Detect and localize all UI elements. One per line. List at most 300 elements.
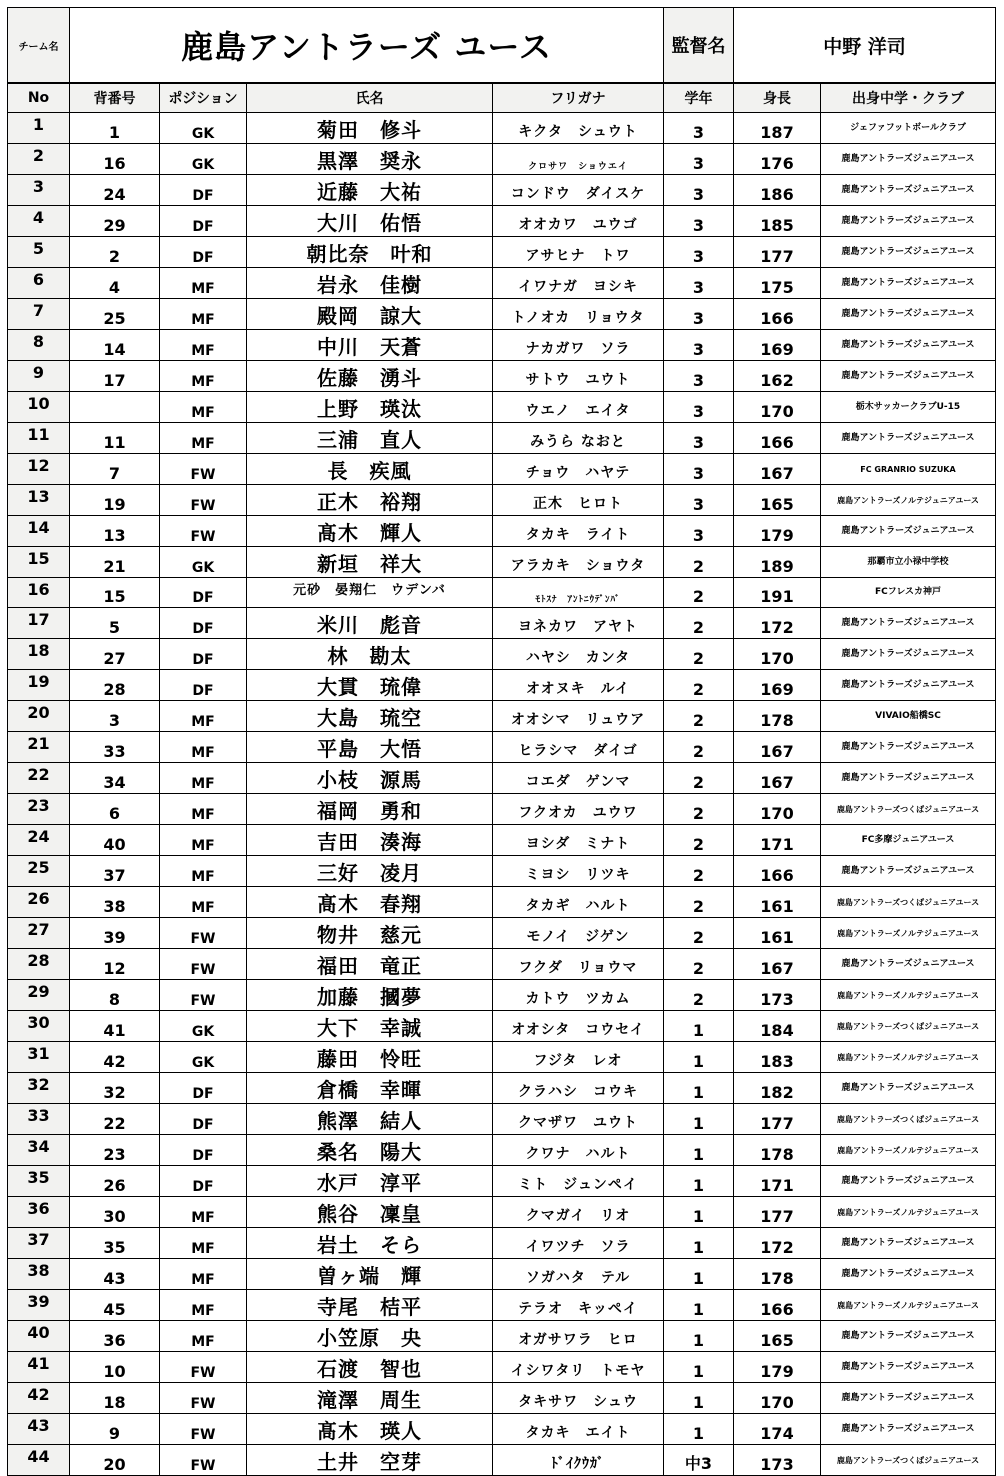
player-row [8,1290,996,1321]
row-number: 13 [8,485,70,516]
position: MF [160,856,247,887]
roster-table [7,83,996,1476]
player-kana: テラオ キッペイ [493,1290,664,1321]
position: MF [160,887,247,918]
player-row [8,268,996,299]
former-club: 鹿島アントラーズジュニアユース [821,1321,996,1352]
player-row [8,980,996,1011]
position: MF [160,701,247,732]
grade: 3 [664,330,734,361]
player-kana: クマザワ ユウト [493,1104,664,1135]
position: MF [160,299,247,330]
former-club: 鹿島アントラーズジュニアユース [821,1228,996,1259]
row-number: 44 [8,1445,70,1476]
former-club: 鹿島アントラーズジュニアユース [821,608,996,639]
player-row [8,670,996,701]
player-kana: チョウ ハヤテ [493,454,664,485]
player-name: 大島 琉空 [247,701,493,732]
player-row [8,1259,996,1290]
player-row [8,856,996,887]
former-club: 鹿島アントラーズジュニアユース [821,144,996,175]
position: GK [160,1042,247,1073]
player-kana: フジタ レオ [493,1042,664,1073]
player-kana: イシワタリ トモヤ [493,1352,664,1383]
grade: 2 [664,918,734,949]
player-name: 水戸 淳平 [247,1166,493,1197]
height: 166 [734,423,821,454]
jersey-number: 12 [70,949,160,980]
jersey-number: 13 [70,516,160,547]
row-number: 37 [8,1228,70,1259]
player-row [8,206,996,237]
position: GK [160,1011,247,1042]
height: 176 [734,144,821,175]
player-name: 加藤 摑夢 [247,980,493,1011]
former-club: 鹿島アントラーズノルテジュニアユース [821,1135,996,1166]
row-number: 33 [8,1104,70,1135]
height: 169 [734,670,821,701]
position: MF [160,794,247,825]
player-kana: ソガハタ テル [493,1259,664,1290]
height: 165 [734,485,821,516]
player-name: 藤田 怜旺 [247,1042,493,1073]
player-row [8,1383,996,1414]
grade: 3 [664,206,734,237]
jersey-number: 40 [70,825,160,856]
jersey-number: 36 [70,1321,160,1352]
player-row [8,237,996,268]
former-club: 鹿島アントラーズジュニアユース [821,268,996,299]
row-number: 30 [8,1011,70,1042]
row-number: 29 [8,980,70,1011]
position: FW [160,485,247,516]
height: 184 [734,1011,821,1042]
former-club: 鹿島アントラーズジュニアユース [821,1073,996,1104]
position: DF [160,608,247,639]
former-club: FC GRANRIO SUZUKA [821,454,996,485]
jersey-number: 18 [70,1383,160,1414]
player-row [8,330,996,361]
height: 162 [734,361,821,392]
position: MF [160,268,247,299]
jersey-number: 28 [70,670,160,701]
jersey-number: 4 [70,268,160,299]
former-club: 鹿島アントラーズジュニアユース [821,763,996,794]
player-name: 石渡 智也 [247,1352,493,1383]
jersey-number: 19 [70,485,160,516]
row-number: 20 [8,701,70,732]
jersey-number: 37 [70,856,160,887]
row-number: 32 [8,1073,70,1104]
height: 167 [734,763,821,794]
player-row [8,1011,996,1042]
coach-label: 監督名 [664,8,734,83]
height: 170 [734,392,821,423]
grade: 2 [664,856,734,887]
position: DF [160,175,247,206]
jersey-number: 14 [70,330,160,361]
jersey-number: 8 [70,980,160,1011]
jersey-number: 27 [70,639,160,670]
player-row [8,825,996,856]
grade: 1 [664,1073,734,1104]
row-number: 24 [8,825,70,856]
position: FW [160,516,247,547]
row-number: 18 [8,639,70,670]
player-row [8,1352,996,1383]
jersey-number: 39 [70,918,160,949]
former-club: VIVAIO船橋SC [821,701,996,732]
player-name: 滝澤 周生 [247,1383,493,1414]
former-club: 鹿島アントラーズジュニアユース [821,1383,996,1414]
player-row [8,918,996,949]
player-kana: フクオカ ユウワ [493,794,664,825]
height: 174 [734,1414,821,1445]
former-club: 鹿島アントラーズジュニアユース [821,1352,996,1383]
player-kana: ナカガワ ソラ [493,330,664,361]
player-kana: タカキ ライト [493,516,664,547]
jersey-number: 38 [70,887,160,918]
row-number: 16 [8,578,70,608]
position: DF [160,1104,247,1135]
player-row [8,299,996,330]
player-name: 物井 慈元 [247,918,493,949]
former-club: 鹿島アントラーズジュニアユース [821,732,996,763]
player-row [8,392,996,423]
former-club: 鹿島アントラーズジュニアユース [821,949,996,980]
position: MF [160,392,247,423]
former-club: 鹿島アントラーズつくばジュニアユース [821,1011,996,1042]
player-kana: カトウ ツカム [493,980,664,1011]
player-name: 福岡 勇和 [247,794,493,825]
player-name: 中川 天蒼 [247,330,493,361]
height: 172 [734,1228,821,1259]
player-kana: トノオカ リョウタ [493,299,664,330]
grade: 2 [664,701,734,732]
height: 183 [734,1042,821,1073]
former-club: 鹿島アントラーズジュニアユース [821,1259,996,1290]
height: 177 [734,1197,821,1228]
jersey-number: 22 [70,1104,160,1135]
height: 167 [734,732,821,763]
player-kana: オオシマ リュウア [493,701,664,732]
player-kana: タキサワ シュウ [493,1383,664,1414]
player-row [8,1104,996,1135]
height: 170 [734,1383,821,1414]
row-number: 36 [8,1197,70,1228]
player-name: 長 疾風 [247,454,493,485]
height: 179 [734,516,821,547]
player-kana: ミト ジュンペイ [493,1166,664,1197]
player-kana: キクタ シュウト [493,113,664,144]
player-name: 大下 幸誠 [247,1011,493,1042]
player-name: 大川 佑悟 [247,206,493,237]
grade: 3 [664,299,734,330]
grade: 3 [664,175,734,206]
former-club: 鹿島アントラーズノルテジュニアユース [821,1290,996,1321]
jersey-number: 34 [70,763,160,794]
position: MF [160,330,247,361]
player-name: 小笠原 央 [247,1321,493,1352]
grade: 1 [664,1042,734,1073]
position: MF [160,1321,247,1352]
player-name: 朝比奈 叶和 [247,237,493,268]
position: FW [160,918,247,949]
player-name: 米川 彪音 [247,608,493,639]
height: 173 [734,980,821,1011]
former-club: 鹿島アントラーズジュニアユース [821,516,996,547]
player-kana: フクダ リョウマ [493,949,664,980]
jersey-number: 7 [70,454,160,485]
player-kana: オオシタ コウセイ [493,1011,664,1042]
coach-name: 中野 洋司 [734,8,996,83]
player-kana: ﾓﾄｽﾅ ｱﾝﾄﾆｳﾃﾞﾝﾊﾞ [493,578,664,608]
row-number: 7 [8,299,70,330]
grade: 2 [664,578,734,608]
position: DF [160,1166,247,1197]
row-number: 15 [8,547,70,578]
grade: 2 [664,732,734,763]
row-number: 19 [8,670,70,701]
height: 177 [734,1104,821,1135]
grade: 1 [664,1259,734,1290]
player-row [8,423,996,454]
height: 178 [734,1259,821,1290]
height: 171 [734,825,821,856]
grade: 1 [664,1383,734,1414]
position: FW [160,1414,247,1445]
grade: 3 [664,144,734,175]
player-row [8,485,996,516]
grade: 2 [664,763,734,794]
player-name: 吉田 湊海 [247,825,493,856]
row-number: 5 [8,237,70,268]
height: 186 [734,175,821,206]
height: 166 [734,1290,821,1321]
player-kana: クマガイ リオ [493,1197,664,1228]
col-header-grade: 学年 [664,84,734,113]
row-number: 3 [8,175,70,206]
player-name: 岩永 佳樹 [247,268,493,299]
col-header-no: No [8,84,70,113]
row-number: 11 [8,423,70,454]
player-row [8,516,996,547]
grade: 1 [664,1352,734,1383]
position: DF [160,1073,247,1104]
player-row [8,1166,996,1197]
player-name: 曽ヶ端 輝 [247,1259,493,1290]
jersey-number: 43 [70,1259,160,1290]
player-row [8,639,996,670]
jersey-number: 25 [70,299,160,330]
player-row [8,113,996,144]
team-label: チーム名 [8,8,70,83]
player-name: 寺尾 桔平 [247,1290,493,1321]
col-header-kana: フリガナ [493,84,664,113]
position: FW [160,949,247,980]
player-kana: ウエノ エイタ [493,392,664,423]
position: GK [160,113,247,144]
player-kana: アラカキ ショウタ [493,547,664,578]
former-club: 鹿島アントラーズノルテジュニアユース [821,980,996,1011]
row-number: 2 [8,144,70,175]
player-name: 黒澤 奨永 [247,144,493,175]
former-club: 鹿島アントラーズノルテジュニアユース [821,1197,996,1228]
jersey-number: 1 [70,113,160,144]
row-number: 1 [8,113,70,144]
row-number: 10 [8,392,70,423]
former-club: 鹿島アントラーズノルテジュニアユース [821,918,996,949]
former-club: 鹿島アントラーズジュニアユース [821,175,996,206]
jersey-number: 33 [70,732,160,763]
jersey-number: 41 [70,1011,160,1042]
row-number: 9 [8,361,70,392]
player-kana: オガサワラ ヒロ [493,1321,664,1352]
former-club: 鹿島アントラーズジュニアユース [821,639,996,670]
grade: 3 [664,268,734,299]
height: 161 [734,918,821,949]
former-club: 鹿島アントラーズつくばジュニアユース [821,1445,996,1476]
height: 178 [734,1135,821,1166]
player-kana: 正木 ヒロト [493,485,664,516]
former-club: 鹿島アントラーズジュニアユース [821,1414,996,1445]
height: 185 [734,206,821,237]
player-name: 熊谷 凜皇 [247,1197,493,1228]
player-kana: クロサワ ショウエイ [493,144,664,175]
former-club: 鹿島アントラーズジュニアユース [821,237,996,268]
former-club: 鹿島アントラーズジュニアユース [821,206,996,237]
grade: 3 [664,516,734,547]
grade: 3 [664,392,734,423]
former-club: 鹿島アントラーズジュニアユース [821,856,996,887]
position: MF [160,1259,247,1290]
grade: 2 [664,980,734,1011]
row-number: 27 [8,918,70,949]
row-number: 6 [8,268,70,299]
position: MF [160,1290,247,1321]
jersey-number [70,392,160,423]
jersey-number: 30 [70,1197,160,1228]
jersey-number: 23 [70,1135,160,1166]
row-number: 42 [8,1383,70,1414]
jersey-number: 16 [70,144,160,175]
former-club: 鹿島アントラーズジュニアユース [821,1166,996,1197]
player-row [8,887,996,918]
player-row [8,949,996,980]
player-kana: タカキ エイト [493,1414,664,1445]
player-name: 菊田 修斗 [247,113,493,144]
player-row [8,1073,996,1104]
player-kana: タカギ ハルト [493,887,664,918]
height: 187 [734,113,821,144]
position: MF [160,1197,247,1228]
player-kana: オオカワ ユウゴ [493,206,664,237]
player-kana: アサヒナ トワ [493,237,664,268]
player-kana: ﾄﾞｲｸｳｶﾞ [493,1445,664,1476]
player-kana: イワツチ ソラ [493,1228,664,1259]
col-header-number: 背番号 [70,84,160,113]
grade: 3 [664,237,734,268]
former-club: FCフレスカ神戸 [821,578,996,608]
row-number: 26 [8,887,70,918]
player-row [8,1414,996,1445]
grade: 2 [664,670,734,701]
player-name: 佐藤 湧斗 [247,361,493,392]
grade: 3 [664,454,734,485]
position: FW [160,1383,247,1414]
player-row [8,361,996,392]
height: 165 [734,1321,821,1352]
former-club: 鹿島アントラーズジュニアユース [821,423,996,454]
row-number: 31 [8,1042,70,1073]
grade: 2 [664,887,734,918]
position: DF [160,206,247,237]
height: 166 [734,856,821,887]
player-name: 岩土 そら [247,1228,493,1259]
row-number: 38 [8,1259,70,1290]
jersey-number: 10 [70,1352,160,1383]
column-header-row [8,84,996,113]
player-name: 平島 大悟 [247,732,493,763]
player-row [8,454,996,485]
row-number: 25 [8,856,70,887]
grade: 1 [664,1166,734,1197]
former-club: 鹿島アントラーズジュニアユース [821,670,996,701]
player-name: 髙木 輝人 [247,516,493,547]
jersey-number: 29 [70,206,160,237]
col-header-height: 身長 [734,84,821,113]
player-kana: ハヤシ カンタ [493,639,664,670]
grade: 2 [664,608,734,639]
grade: 1 [664,1104,734,1135]
player-row [8,608,996,639]
jersey-number: 24 [70,175,160,206]
player-name: 上野 瑛汰 [247,392,493,423]
height: 182 [734,1073,821,1104]
grade: 2 [664,794,734,825]
row-number: 35 [8,1166,70,1197]
player-row [8,1228,996,1259]
former-club: 鹿島アントラーズジュニアユース [821,299,996,330]
player-row [8,1042,996,1073]
grade: 中3 [664,1445,734,1476]
row-number: 39 [8,1290,70,1321]
player-kana: ヨネカワ アヤト [493,608,664,639]
header-table [7,7,996,83]
grade: 1 [664,1414,734,1445]
position: GK [160,144,247,175]
grade: 2 [664,949,734,980]
row-number: 8 [8,330,70,361]
position: MF [160,732,247,763]
height: 177 [734,237,821,268]
jersey-number: 21 [70,547,160,578]
jersey-number: 6 [70,794,160,825]
team-name: 鹿島アントラーズ ユース [70,8,664,83]
grade: 3 [664,361,734,392]
position: FW [160,1445,247,1476]
player-row [8,1321,996,1352]
player-kana: ヒラシマ ダイゴ [493,732,664,763]
former-club: 鹿島アントラーズジュニアユース [821,330,996,361]
former-club: ジェファフットボールクラブ [821,113,996,144]
player-row [8,1197,996,1228]
jersey-number: 9 [70,1414,160,1445]
height: 171 [734,1166,821,1197]
player-row [8,794,996,825]
jersey-number: 42 [70,1042,160,1073]
player-name: 桑名 陽大 [247,1135,493,1166]
